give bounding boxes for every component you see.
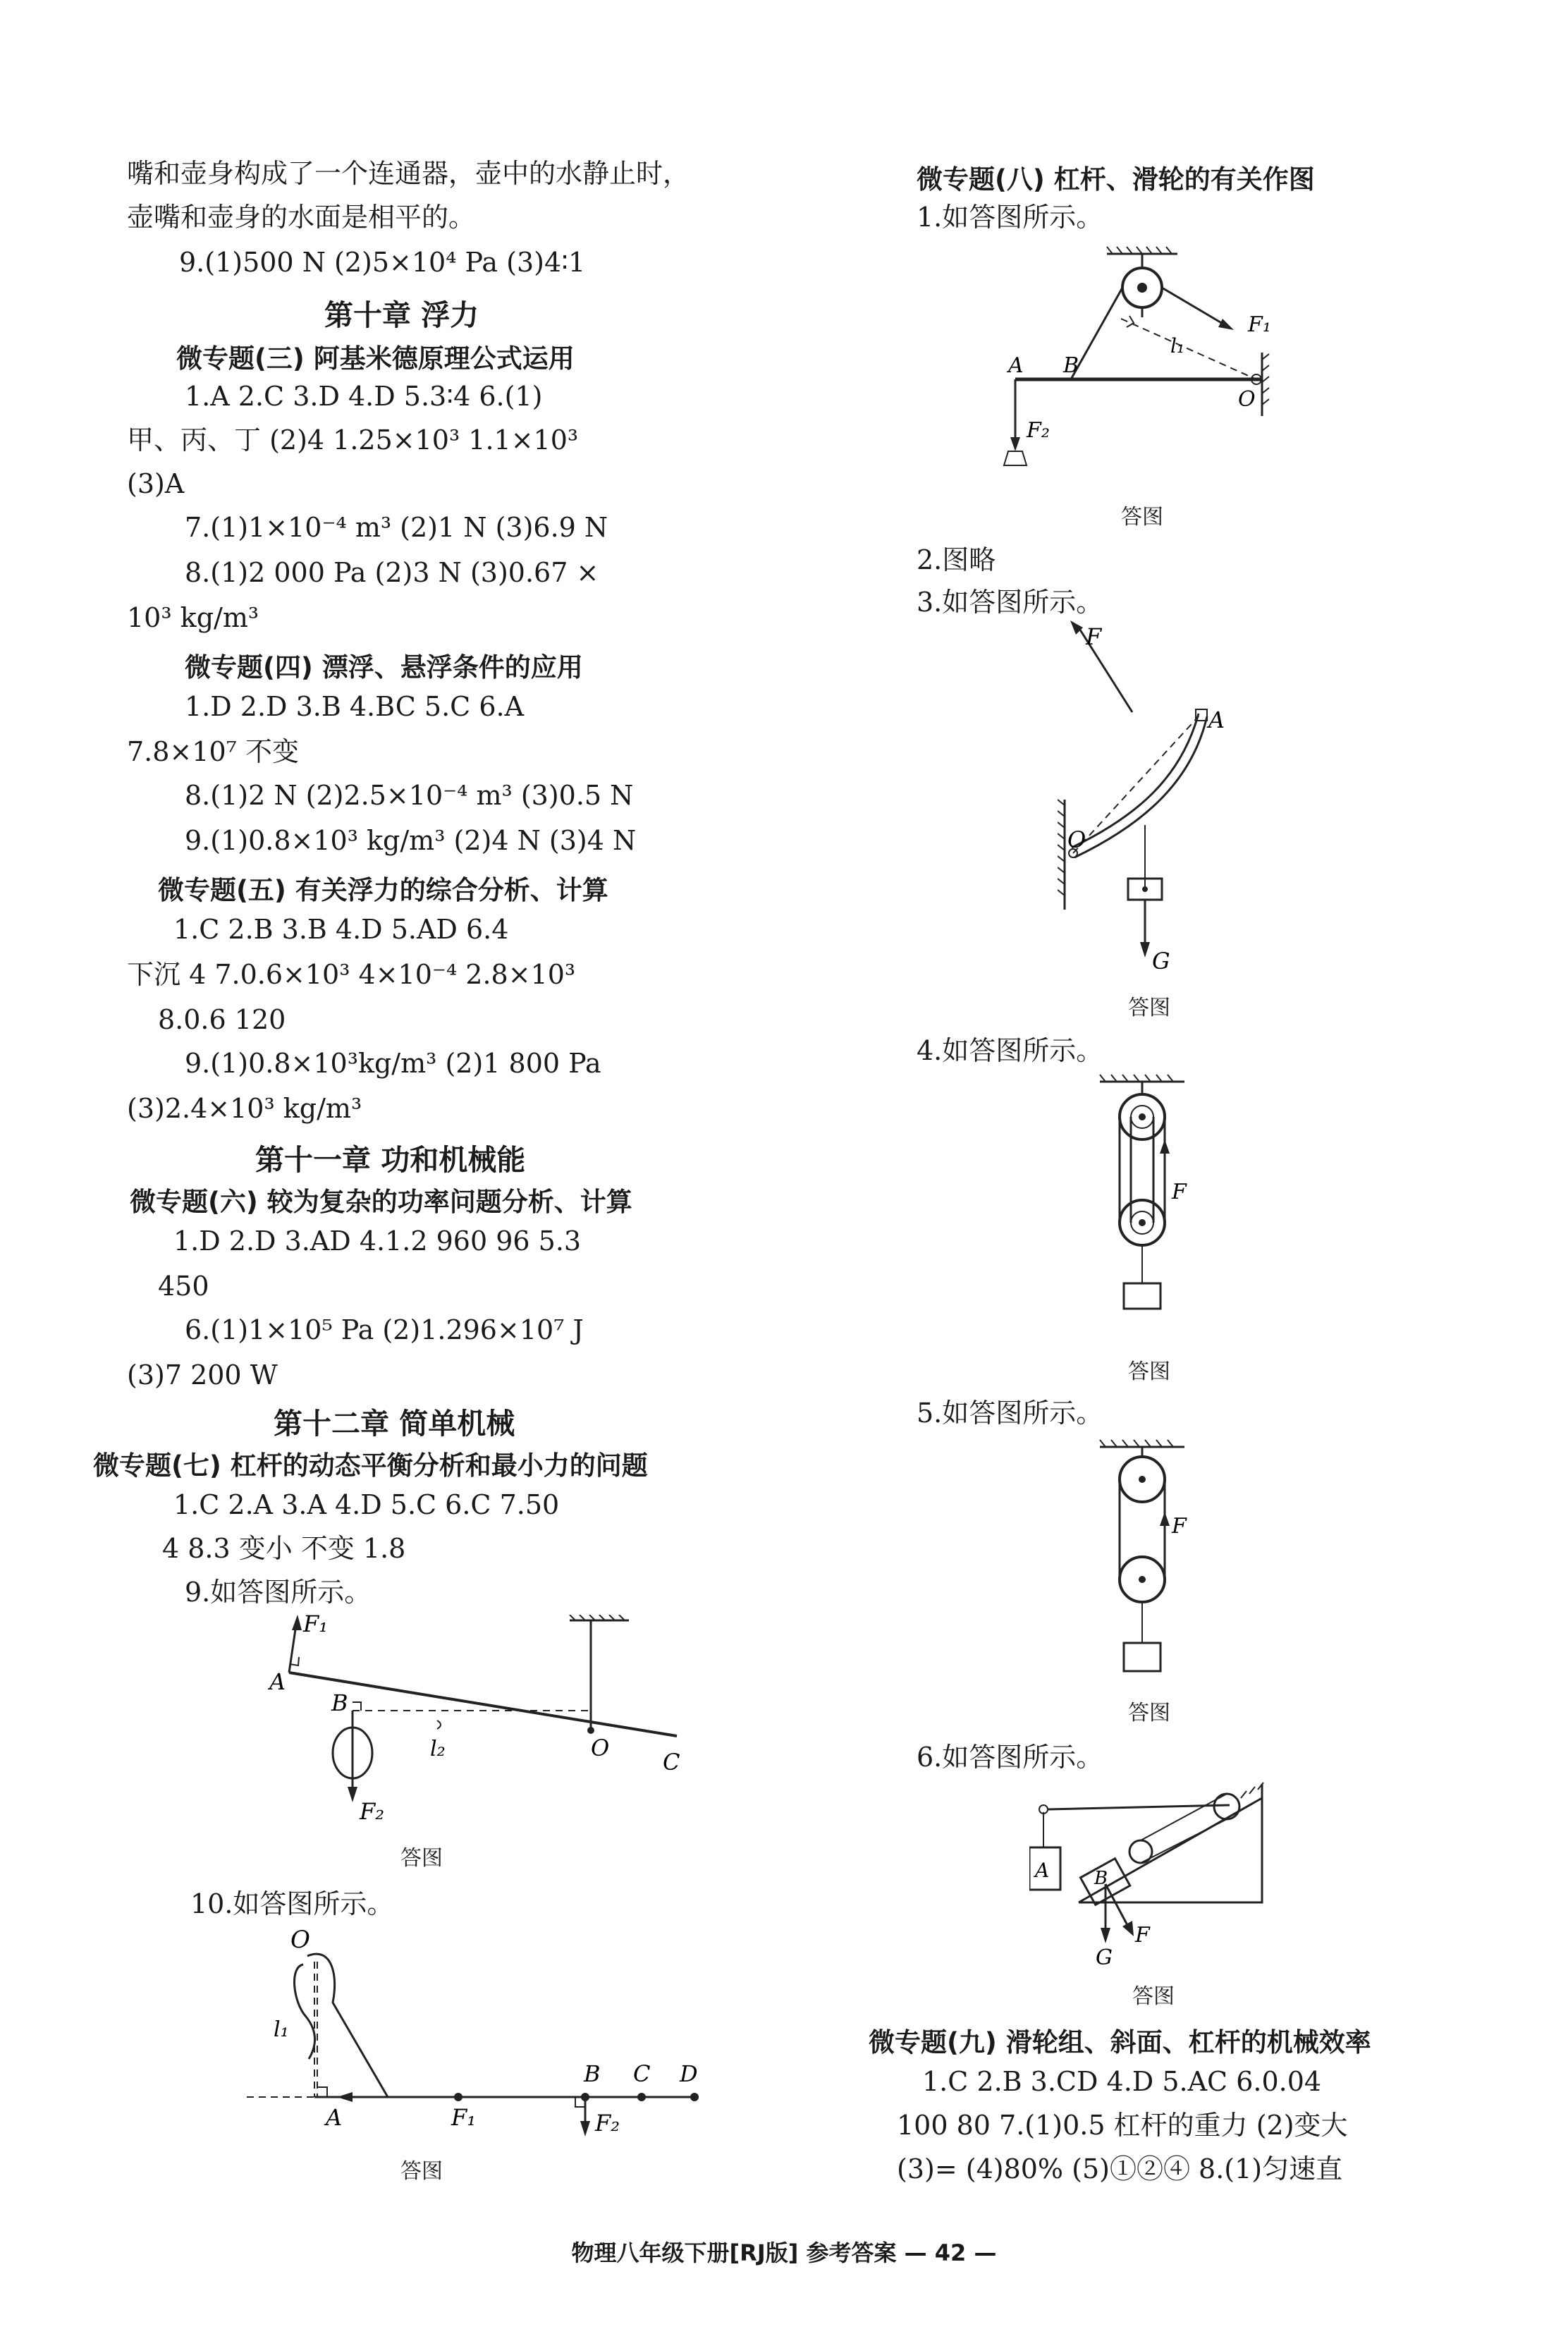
label-C: C	[663, 1749, 680, 1775]
answer-line: 1.C 2.A 3.A 4.D 5.C 6.C 7.50	[173, 1489, 560, 1520]
label-l1: l₁	[274, 2017, 289, 2042]
label-F: F	[1086, 623, 1102, 650]
figure-caption: 答图	[1132, 1984, 1175, 2009]
figure-caption: 答图	[1128, 1359, 1170, 1384]
label-O: O	[1067, 826, 1086, 853]
answer-line: (3)7 200 W	[127, 1359, 278, 1390]
label-O: O	[1238, 387, 1256, 412]
section-4-title: 微专题(四) 漂浮、悬浮条件的应用	[185, 652, 583, 683]
figure-caption: 答图	[1121, 505, 1163, 530]
label-F1: F₁	[303, 1615, 329, 1637]
answer-line: 450	[158, 1271, 209, 1302]
question-3-text: 3.如答图所示。	[917, 587, 1103, 618]
label-G: G	[1152, 948, 1170, 974]
section-8-title: 微专题(八) 杠杆、滑轮的有关作图	[917, 164, 1315, 195]
figure-incline-q6	[1029, 1777, 1283, 1974]
label-F: F	[1135, 1923, 1150, 1948]
section-5-title: 微专题(五) 有关浮力的综合分析、计算	[158, 875, 608, 905]
label-G: G	[1096, 1945, 1113, 1970]
label-F1: F₁	[451, 2104, 477, 2131]
question-10-text: 10.如答图所示。	[190, 1888, 394, 1919]
label-B: B	[1063, 353, 1079, 378]
label-l2: l₂	[430, 1737, 446, 1761]
answer-line: 7.8×10⁷ 不变	[127, 736, 299, 767]
label-C: C	[633, 2060, 651, 2087]
answer-line: 8.(1)2 N (2)2.5×10⁻⁴ m³ (3)0.5 N	[185, 780, 634, 811]
label-A: A	[1008, 353, 1024, 378]
figure-pulley-lever-q1	[1001, 240, 1283, 479]
answer-line: 9.(1)500 N (2)5×10⁴ Pa (3)4∶1	[179, 247, 586, 278]
label-l1: l₁	[1170, 334, 1185, 357]
label-A: A	[326, 2104, 343, 2131]
question-6-text: 6.如答图所示。	[917, 1742, 1103, 1773]
figure-lever-q9	[268, 1615, 705, 1833]
chapter-11-title: 第十一章 功和机械能	[255, 1143, 526, 1177]
question-1-text: 1.如答图所示。	[917, 202, 1103, 233]
question-2-text: 2.图略	[917, 544, 996, 575]
text-line: 壶嘴和壶身的水面是相平的。	[127, 202, 476, 233]
label-F: F	[1172, 1180, 1187, 1204]
answer-line: 10³ kg/m³	[127, 602, 259, 633]
answer-line: 1.D 2.D 3.B 4.BC 5.C 6.A	[185, 691, 525, 722]
answer-line: (3)A	[127, 468, 185, 499]
answer-line: 9.如答图所示。	[185, 1577, 372, 1608]
answer-line: 甲、丙、丁 (2)4 1.25×10³ 1.1×10³	[127, 424, 579, 456]
text-line: 嘴和壶身构成了一个连通器，壶中的水静止时，	[127, 158, 690, 189]
label-O: O	[290, 1926, 310, 1954]
chapter-12-title: 第十二章 简单机械	[274, 1407, 515, 1441]
answer-line: 6.(1)1×10⁵ Pa (2)1.296×10⁷ J	[185, 1314, 584, 1345]
answer-line: 100 80 7.(1)0.5 杠杆的重力 (2)变大	[897, 2110, 1348, 2141]
answer-line: 1.A 2.C 3.D 4.D 5.3∶4 6.(1)	[185, 381, 543, 412]
answer-line: 9.(1)0.8×10³kg/m³ (2)1 800 Pa	[185, 1048, 601, 1079]
label-F: F	[1172, 1514, 1187, 1539]
section-7-title: 微专题(七) 杠杆的动态平衡分析和最小力的问题	[93, 1450, 648, 1481]
answer-line: 7.(1)1×10⁻⁴ m³ (2)1 N (3)6.9 N	[185, 512, 608, 543]
label-F1: F₁	[1248, 312, 1271, 337]
section-9-title: 微专题(九) 滑轮组、斜面、杠杆的机械效率	[869, 2027, 1371, 2058]
label-O: O	[591, 1735, 610, 1761]
answer-line: 8.0.6 120	[158, 1004, 286, 1035]
figure-caption: 答图	[400, 1846, 443, 1871]
figure-lever-q10	[247, 1925, 726, 2137]
chapter-10-title: 第十章 浮力	[324, 298, 479, 332]
page-footer: 物理八年级下册[RJ版] 参考答案 — 42 —	[571, 2239, 997, 2266]
answer-line: 1.D 2.D 3.AD 4.1.2 960 96 5.3	[173, 1225, 582, 1257]
label-A: A	[269, 1668, 286, 1695]
answer-line: 1.C 2.B 3.CD 4.D 5.AC 6.0.04	[922, 2066, 1322, 2097]
figure-caption: 答图	[1128, 996, 1170, 1020]
answer-line: 1.C 2.B 3.B 4.D 5.AD 6.4	[173, 914, 509, 945]
figure-caption: 答图	[1128, 1701, 1170, 1725]
answer-line: 8.(1)2 000 Pa (2)3 N (3)0.67 ×	[185, 557, 599, 588]
label-F2: F₂	[595, 2110, 620, 2137]
label-B: B	[584, 2060, 601, 2087]
label-A: A	[1035, 1859, 1050, 1882]
label-F2: F₂	[1027, 418, 1050, 443]
label-B: B	[1094, 1868, 1108, 1889]
section-6-title: 微专题(六) 较为复杂的功率问题分析、计算	[130, 1187, 632, 1217]
answer-line: 9.(1)0.8×10³ kg/m³ (2)4 N (3)4 N	[185, 825, 637, 856]
label-B: B	[331, 1689, 348, 1716]
answer-line: (3)2.4×10³ kg/m³	[127, 1093, 362, 1124]
label-A: A	[1208, 707, 1225, 733]
answer-line: (3)= (4)80% (5)①②④ 8.(1)匀速直	[897, 2153, 1343, 2184]
section-3-title: 微专题(三) 阿基米德原理公式运用	[176, 343, 575, 374]
figure-pulley-q5	[1093, 1438, 1206, 1678]
label-F2: F₂	[360, 1798, 385, 1825]
figure-caption: 答图	[400, 2159, 443, 2184]
question-4-text: 4.如答图所示。	[917, 1035, 1103, 1066]
figure-pulley-q4	[1093, 1072, 1206, 1340]
figure-curved-lever-q3	[1058, 621, 1241, 980]
answer-line: 下沉 4 7.0.6×10³ 4×10⁻⁴ 2.8×10³	[127, 959, 576, 990]
question-5-text: 5.如答图所示。	[917, 1398, 1103, 1429]
label-D: D	[680, 2060, 698, 2087]
answer-line: 4 8.3 变小 不变 1.8	[162, 1533, 406, 1564]
